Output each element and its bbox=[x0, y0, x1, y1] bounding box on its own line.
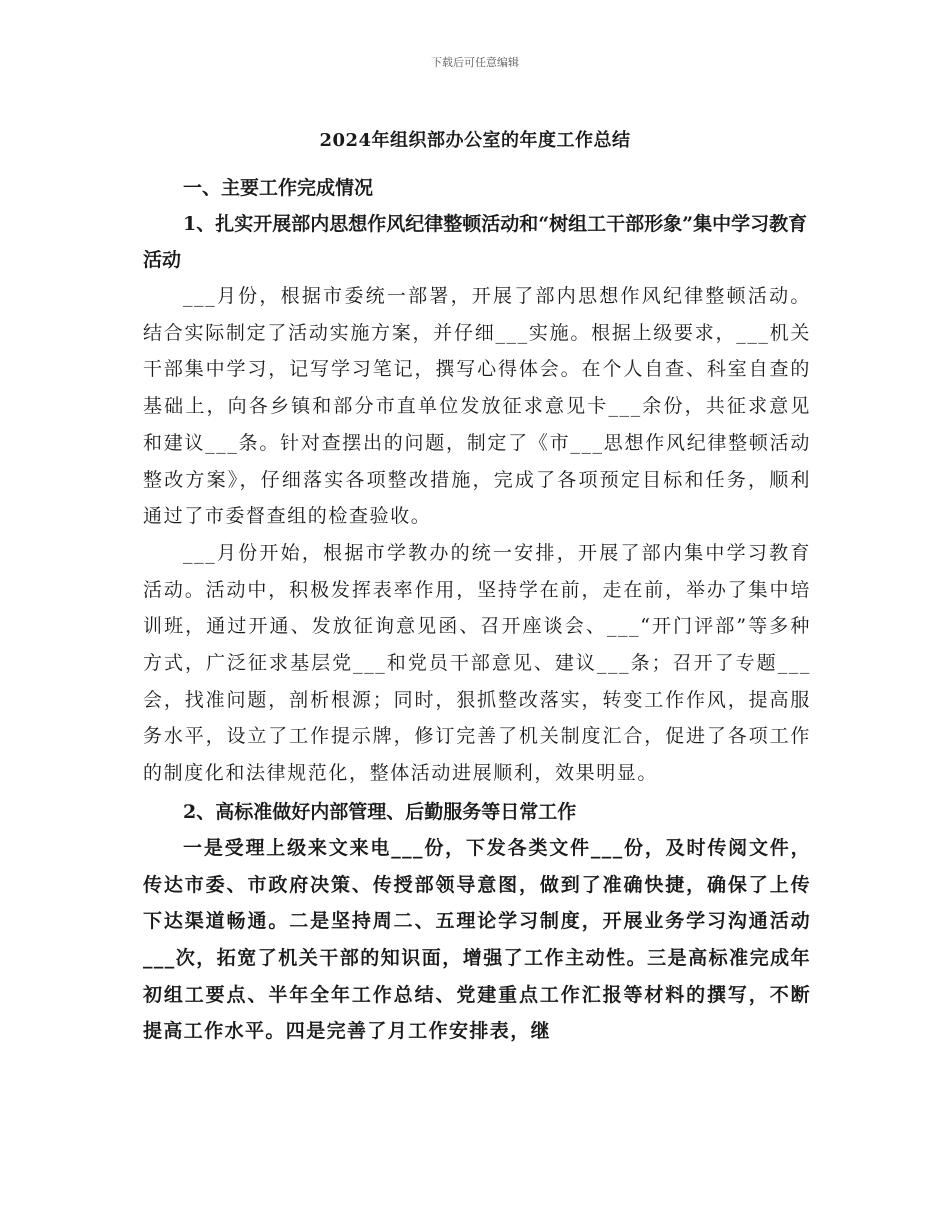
paragraph-1: ___月份，根据市委统一部署，开展了部内思想作风纪律整顿活动。结合实际制定了活动实施方案，并仔细___实施。根据上级要求，___机关干部集中学习，记写学习笔记，撰写心得体会。在个人自查、科室自查的基础上，向各乡镇和部分市直单位发放征求意见卡___余份，共征求意见和建议___条。针对查摆出的问题，制定了《市___思想作风纪律整顿活动整改方案》，仔细落实各项整改措施，完成了各项预定目标和任务，顺利通过了市委督查组的检查验收。 bbox=[143, 285, 811, 528]
paragraph-2: ___月份开始，根据市学教办的统一安排，开展了部内集中学习教育活动。活动中，积极发挥表率作用，坚持学在前，走在前，举办了集中培训班，通过开通、发放征询意见函、召开座谈会、___“开门评部”等多种方式，广泛征求基层党___和党员干部意见、建议___条；召开了专题___会，找准问题，剖析根源；同时，狠抓整改落实，转变工作作风，提高服务水平，设立了工作提示牌，修订完善了机关制度汇合，促进了各项工作的制度化和法律规范化，整体活动进展顺利，效果明显。 bbox=[143, 541, 811, 785]
document-title: 2024年组织部办公室的年度工作总结 bbox=[319, 130, 631, 151]
item-heading-2: 2、高标准做好内部管理、后勤服务等日常工作 bbox=[183, 800, 577, 823]
paragraph-3: 一是受理上级来文来电___份，下发各类文件___份，及时传阅文件，传达市委、市政府决策、传授部领导意图，做到了准确快捷，确保了上传下达渠道畅通。二是坚持周二、五理论学习制度，开展业务学习沟通活动___次，拓宽了机关干部的知识面，增强了工作主动性。三是高标准完成年初组工要点、半年全年工作总结、党建重点工作汇报等材料的撰写，不断提高工作水平。四是完善了月工作安排表，继 bbox=[143, 836, 811, 1043]
page-header-note: 下载后可任意编辑 bbox=[431, 56, 519, 69]
item-heading-1: 1、扎实开展部内思想作风纪律整顿活动和“树组工干部形象”集中学习教育活动 bbox=[143, 213, 808, 271]
section-heading-1: 一、主要工作完成情况 bbox=[183, 177, 374, 199]
document-body bbox=[143, 170, 811, 1050]
